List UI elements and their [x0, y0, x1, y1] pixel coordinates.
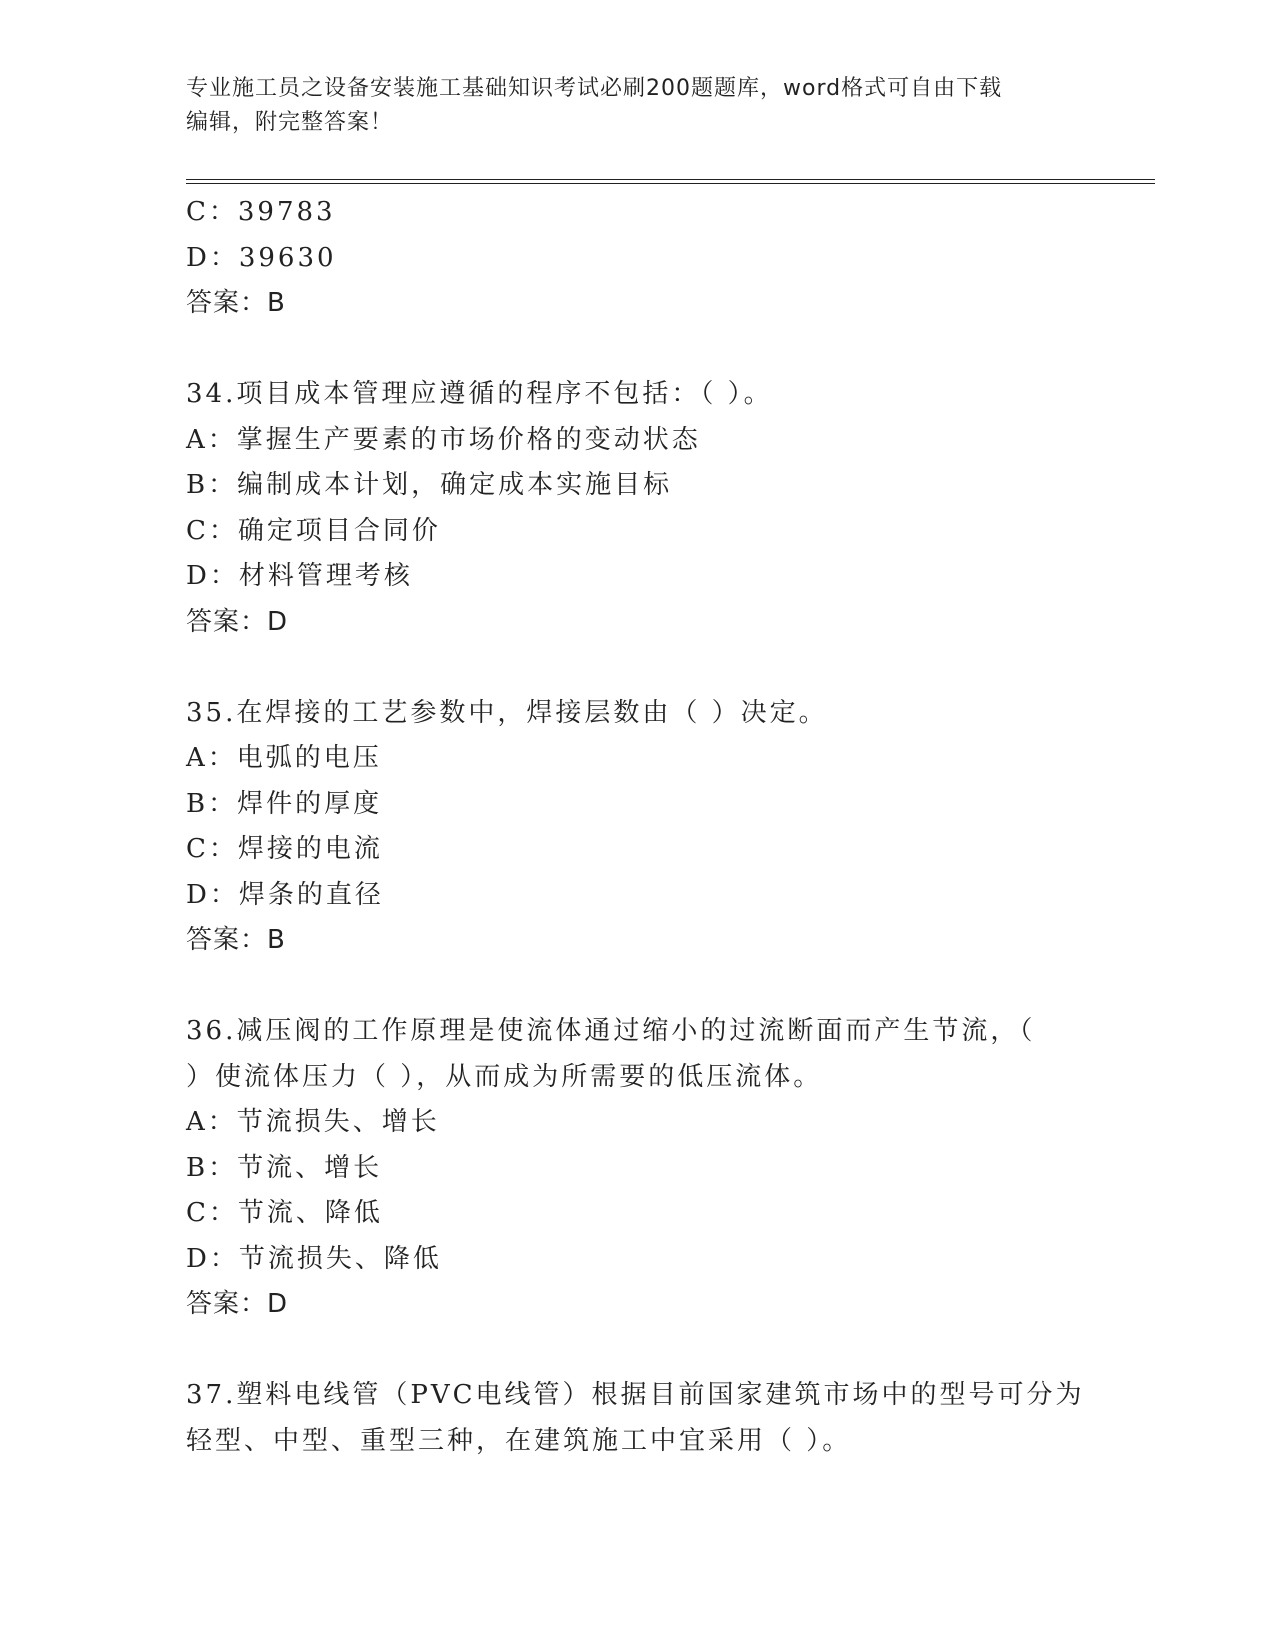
spacer — [186, 645, 1086, 691]
answer-label: 答案：B — [186, 288, 286, 318]
question-34-option-d: D：材料管理考核 — [186, 561, 413, 591]
question-35-stem: 35.在焊接的工艺参数中，焊接层数由（ ）决定。 — [186, 697, 828, 728]
question-37-stem-line1: 37.塑料电线管（PVC电线管）根据目前国家建筑市场中的型号可分为 — [186, 1380, 1085, 1410]
option-c: C：39783 — [186, 197, 336, 227]
question-36-stem-line2: ）使流体压力（ ），从而成为所需要的低压流体。 — [186, 1061, 823, 1092]
question-36-option-d: D：节流损失、降低 — [186, 1243, 442, 1274]
spacer — [186, 1328, 1086, 1374]
question-34-option-a: A：掌握生产要素的市场价格的变动状态 — [186, 424, 701, 455]
question-list — [186, 190, 1086, 1464]
spacer — [186, 327, 1086, 373]
header-divider-bottom — [186, 183, 1155, 184]
document-header — [186, 72, 1086, 140]
question-34-answer: 答案：D — [186, 606, 289, 637]
question-36-answer: 答案：D — [186, 1289, 289, 1319]
question-35-option-d: D：焊条的直径 — [186, 879, 384, 910]
question-36-stem-line1: 36.减压阀的工作原理是使流体通过缩小的过流断面而产生节流，（ — [186, 1016, 1036, 1046]
question-35-answer: 答案：B — [186, 925, 286, 955]
header-divider-top — [186, 179, 1155, 180]
question-36-option-a: A：节流损失、增长 — [186, 1107, 440, 1137]
option-d: D：39630 — [186, 242, 337, 273]
question-34-option-c: C：确定项目合同价 — [186, 515, 441, 546]
question-34-stem: 34.项目成本管理应遵循的程序不包括：（ ）。 — [186, 379, 773, 409]
question-37-stem-line2: 轻型、中型、重型三种，在建筑施工中宜采用（ ）。 — [186, 1425, 852, 1456]
header-title-line2: 编辑，附完整答案！ — [186, 110, 394, 135]
question-36-option-c: C：节流、降低 — [186, 1198, 383, 1228]
spacer — [186, 964, 1086, 1010]
header-title-line1: 专业施工员之设备安装施工基础知识考试必刷200题题库，word格式可自由下载 — [186, 76, 1003, 101]
question-36-option-b: B：节流、增长 — [186, 1152, 383, 1183]
question-35-option-c: C：焊接的电流 — [186, 834, 383, 864]
question-34-option-b: B：编制成本计划，确定成本实施目标 — [186, 470, 673, 500]
question-35-option-a: A：电弧的电压 — [186, 743, 382, 773]
question-35-option-b: B：焊件的厚度 — [186, 788, 383, 819]
